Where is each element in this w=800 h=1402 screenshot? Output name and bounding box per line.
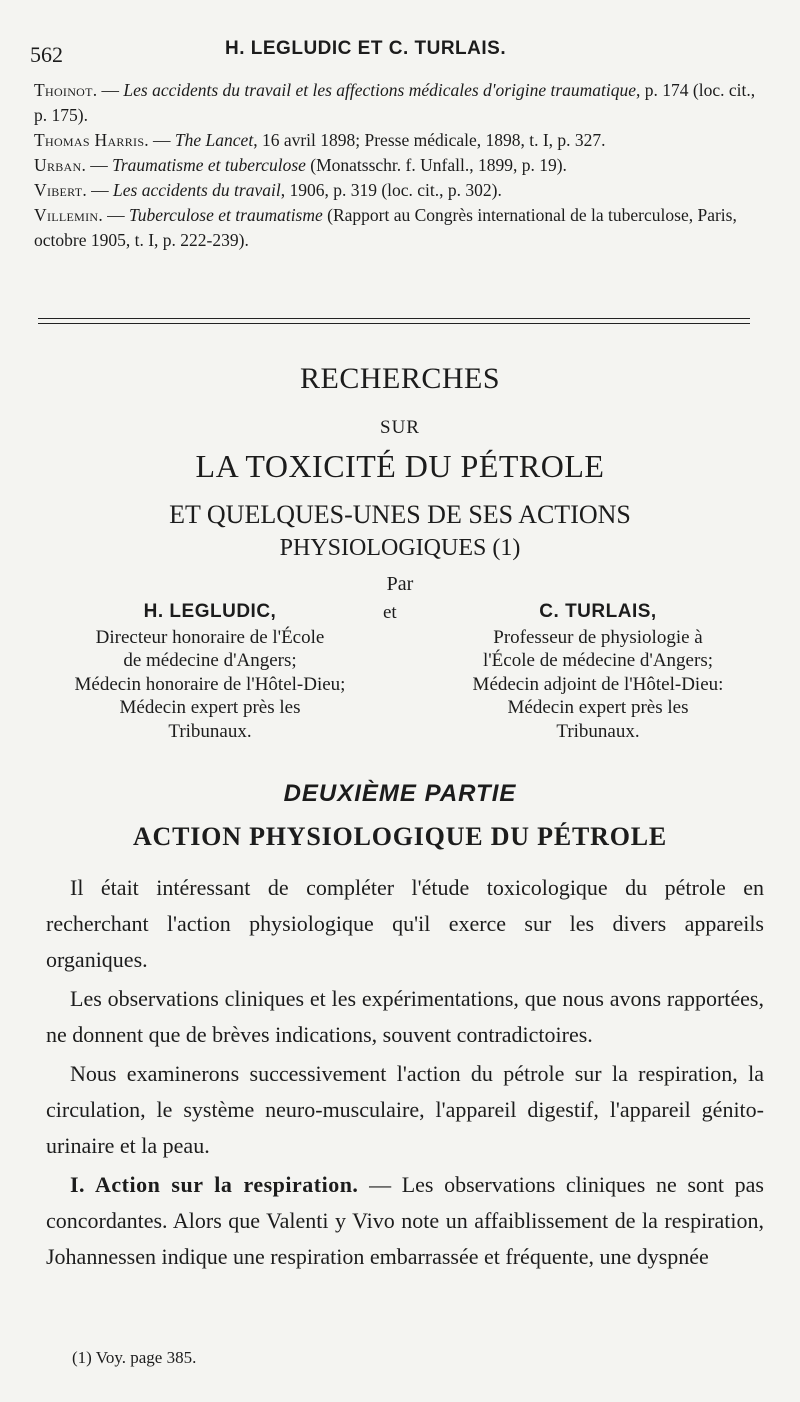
reference-item: Vibert. — Les accidents du travail, 1906, p. 319 (loc. cit., p. 302).: [34, 180, 502, 200]
reference-item: Urban. — Traumatisme et tuberculose (Monatsschr. f. Unfall., 1899, p. 19).: [34, 155, 567, 175]
page-header: [30, 30, 770, 66]
running-title: H. LEGLUDIC ET C. TURLAIS.: [225, 38, 507, 59]
reference-item: Thoinot. — Les accidents du travail et les affections médicales d'origine traumatique, p. 174 (loc. cit., p. 175).: [34, 80, 756, 125]
byline-par: Par: [386, 573, 414, 595]
author-affiliation: Directeur honoraire de l'École: [95, 626, 325, 648]
author-affiliation: Médecin expert près les: [119, 697, 301, 718]
author-affiliation: Professeur de physiologie à: [493, 626, 703, 648]
author-affiliation: l'École de médecine d'Angers;: [482, 650, 713, 671]
part-title: DEUXIÈME PARTIE: [283, 780, 517, 807]
separator-rule: [38, 323, 750, 324]
page-number: 562: [30, 42, 63, 67]
author-affiliation: Tribunaux.: [168, 720, 252, 742]
reference-item: Villemin. — Tuberculose et traumatisme (Rapport au Congrès international de la tuberculose, Paris, octobre 1905, t. I, p. 222-239).: [34, 205, 737, 250]
article-title-line1: RECHERCHES: [299, 362, 501, 395]
author-name: H. LEGLUDIC,: [143, 601, 277, 622]
article-title-sur: SUR: [380, 417, 420, 438]
body-text: [46, 870, 764, 1278]
reference-list: [34, 78, 760, 253]
separator-rule: [38, 318, 750, 319]
author-affiliation: Médecin honoraire de l'Hôtel-Dieu;: [74, 673, 346, 695]
reference-item: Thomas Harris. — The Lancet, 16 avril 1898; Presse médicale, 1898, t. I, p. 327.: [34, 130, 606, 150]
paragraph: [46, 1167, 764, 1275]
subsection-text: — Les observations cliniques ne sont pas concordantes. Alors que Valenti y Vivo note un affaiblissement de la respiration, Johannessen indique une respiration embarrassée et fréquente, une dyspnée: [46, 1172, 764, 1269]
footnote: (1) Voy. page 385.: [72, 1348, 197, 1367]
author-affiliation: Médecin expert près les: [507, 697, 689, 718]
paragraph: Les observations cliniques et les expérimentations, que nous avons rapportées, ne donnent que de brèves indications, souvent contradictoires.: [46, 986, 764, 1047]
paragraph: Il était intéressant de compléter l'étude toxicologique du pétrole en recherchant l'action physiologique qu'il exerce sur les divers appareils organiques.: [46, 875, 764, 972]
subsection-heading: I. Action sur la respiration.: [70, 1172, 359, 1197]
article-title-line2: LA TOXICITÉ DU PÉTROLE: [195, 448, 605, 484]
author-affiliation: Médecin adjoint de l'Hôtel-Dieu:: [472, 673, 724, 695]
article-title-line4: PHYSIOLOGIQUES (1): [279, 535, 521, 561]
author-name: C. TURLAIS,: [539, 601, 657, 622]
article-title-line3: ET QUELQUES-UNES DE SES ACTIONS: [169, 500, 631, 529]
section-title: ACTION PHYSIOLOGIQUE DU PÉTROLE: [132, 822, 668, 851]
author-left: [30, 600, 390, 743]
byline-et: et: [383, 602, 397, 623]
author-affiliation: de médecine d'Angers;: [123, 650, 297, 671]
author-affiliation: Tribunaux.: [556, 720, 640, 742]
paragraph: Nous examinerons successivement l'action du pétrole sur la respiration, la circulation, le système neuro-musculaire, l'appareil digestif, l'appareil génito-urinaire et la peau.: [46, 1061, 764, 1158]
author-right: [418, 600, 778, 743]
